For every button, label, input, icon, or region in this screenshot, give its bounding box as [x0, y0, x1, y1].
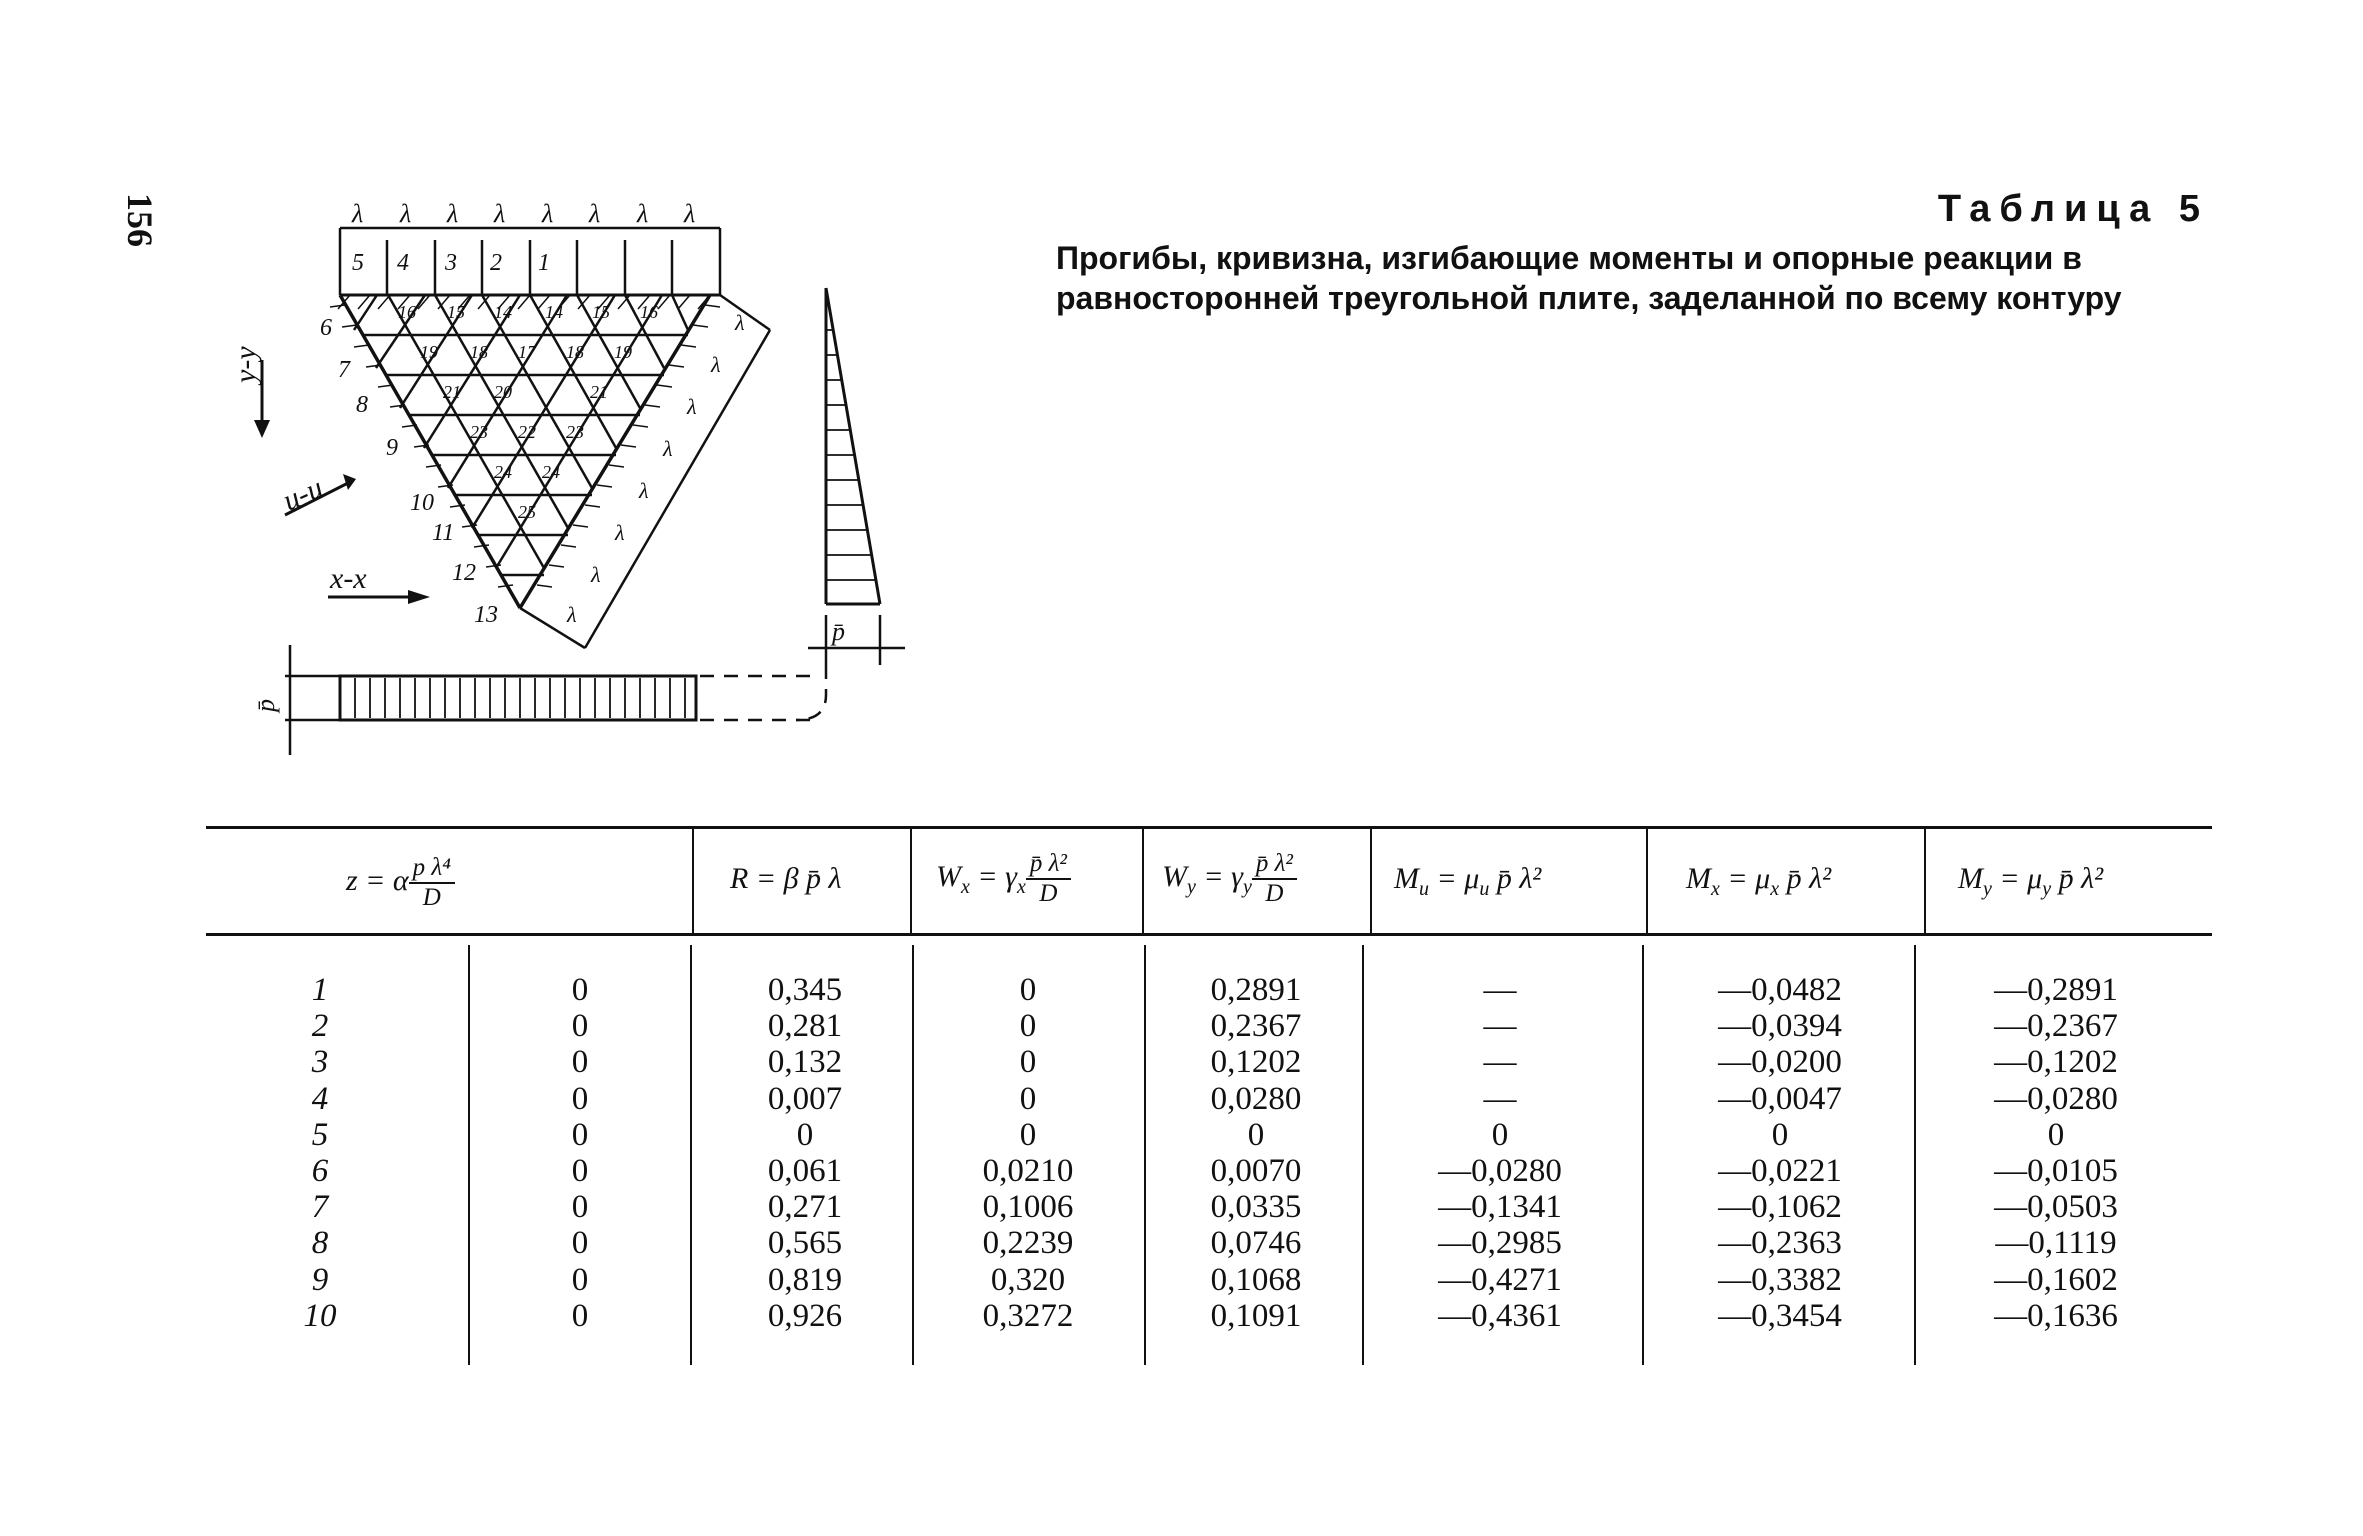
table-cell: —0,0482 [1718, 972, 1842, 1008]
grid-label: 23 [470, 422, 488, 442]
table-cell: 0,1006 [982, 1189, 1074, 1226]
table-cell: —0,0047 [1718, 1080, 1842, 1117]
table-cell: 0,2239 [982, 1225, 1074, 1262]
column-mu-x [1690, 972, 1870, 1334]
table-cell: —0,4271 [1438, 1261, 1562, 1298]
header-Mu: $M_u = \mu_u$ p̄ λ² [1394, 862, 1542, 900]
node-label: 13 [474, 602, 498, 628]
node-label: 1 [538, 250, 550, 276]
table-cell: 0,281 [767, 1008, 843, 1045]
load-p-label-bottom: p̄ [251, 699, 280, 712]
body-separator [1914, 945, 1916, 1365]
grid-label: 23 [566, 422, 584, 442]
grid-label: 16 [640, 302, 658, 322]
node-label: 11 [432, 520, 455, 546]
lambda-mark: λ [542, 199, 554, 228]
header-separator [1142, 829, 1144, 933]
table-cell: 0,320 [990, 1261, 1066, 1298]
load-diagram [808, 288, 905, 665]
table-cell: —0,0105 [1994, 1153, 2118, 1190]
table-cell: 0,2367 [1210, 1008, 1302, 1045]
header-separator [1646, 829, 1648, 933]
header-R: R = β p̄ λ [730, 862, 842, 895]
header-separator [910, 829, 912, 933]
header-separator [692, 829, 694, 933]
grid-label: 22 [518, 422, 536, 442]
node-label: 4 [397, 250, 409, 276]
table-cell: — [1483, 1080, 1517, 1117]
grid-label: 21 [590, 382, 608, 402]
table-cell: 10 [303, 1297, 337, 1334]
table-cell: 0,061 [767, 1153, 843, 1190]
grid-label: 24 [542, 462, 560, 482]
table-cell: 6 [311, 1153, 329, 1190]
table-cell: 0 [796, 1116, 814, 1153]
axis-u-label: u-u [277, 471, 328, 518]
table-cell: 0,565 [767, 1225, 843, 1262]
table-cell: —0,3382 [1718, 1261, 1842, 1298]
header-separator [1370, 829, 1372, 933]
table-cell: —0,1202 [1994, 1044, 2118, 1081]
grid-label: 18 [470, 342, 488, 362]
uniform-load [285, 645, 826, 755]
table-cell: 0 [1019, 1080, 1037, 1117]
table-cell: 0 [571, 1044, 589, 1081]
table-cell: 0,007 [767, 1080, 843, 1117]
table-cell: 0 [571, 972, 589, 1008]
table-top-rule [206, 826, 2212, 829]
table-cell: 0,0335 [1210, 1189, 1302, 1226]
table-cell: 0,3272 [982, 1297, 1074, 1334]
lambda-mark: λ [400, 199, 412, 228]
grid-label: 15 [592, 302, 610, 322]
table-label: Таблица 5 [1937, 188, 2209, 230]
grid-label: 17 [518, 342, 536, 362]
node-label: 12 [452, 560, 476, 586]
lambda-mark: λ [567, 602, 577, 627]
table-cell: 0 [1771, 1116, 1789, 1153]
table-cell: 1 [311, 972, 329, 1008]
grid-label: 14 [545, 302, 563, 322]
table-cell: 0,0280 [1210, 1080, 1302, 1117]
table-cell: 0,0210 [982, 1153, 1074, 1190]
node-label: 5 [352, 250, 364, 276]
column-alpha [540, 972, 620, 1334]
grid-label: 19 [614, 342, 632, 362]
table-cell: — [1483, 1008, 1517, 1045]
table-cell: —0,1636 [1994, 1297, 2118, 1334]
table-cell: —0,2363 [1718, 1225, 1842, 1262]
header-z: z = α $\frac{\text{p λ⁴}}{D}$ [346, 854, 455, 912]
lambda-mark: λ [684, 199, 696, 228]
table-cell: —0,4361 [1438, 1297, 1562, 1334]
table-cell: 3 [311, 1044, 329, 1081]
table-cell: —0,0394 [1718, 1008, 1842, 1045]
table-cell: 2 [311, 1008, 329, 1045]
table-cell: —0,1602 [1994, 1261, 2118, 1298]
node-label: 3 [445, 250, 457, 276]
lambda-mark: λ [447, 199, 459, 228]
node-label: 2 [490, 250, 502, 276]
body-separator [1642, 945, 1644, 1365]
body-separator [690, 945, 692, 1365]
lambda-mark: λ [494, 199, 506, 228]
axis-x-label: x-x [330, 562, 367, 595]
grid-label: 25 [518, 502, 536, 522]
table-cell: —0,0200 [1718, 1044, 1842, 1081]
column-gamma-y [1186, 972, 1326, 1334]
table-cell: —0,2985 [1438, 1225, 1562, 1262]
table-cell: 8 [311, 1225, 329, 1262]
table-cell: 9 [311, 1261, 329, 1298]
table-cell: 0 [571, 1261, 589, 1298]
axis-y-label: y-y [229, 346, 262, 383]
lambda-mark: λ [589, 199, 601, 228]
load-p-label: p̄ [832, 617, 845, 646]
table-cell: 0,345 [767, 972, 843, 1008]
header-My: $M_y = \mu_y$ p̄ λ² [1958, 862, 2104, 900]
header-separator [1924, 829, 1926, 933]
body-separator [468, 945, 470, 1365]
table-cell: 0 [571, 1225, 589, 1262]
table-cell: —0,1341 [1438, 1189, 1562, 1226]
grid-label: 18 [566, 342, 584, 362]
table-cell: 0,1202 [1210, 1044, 1302, 1081]
lambda-mark: λ [591, 562, 601, 587]
body-separator [1144, 945, 1146, 1365]
table-cell: 0 [571, 1116, 589, 1153]
lambda-mark: λ [615, 520, 625, 545]
table-cell: 0 [1019, 1116, 1037, 1153]
table-cell: —0,2367 [1994, 1008, 2118, 1045]
grid-label: 24 [494, 462, 512, 482]
table-header-rule [206, 933, 2212, 936]
column-beta [740, 972, 870, 1334]
table-cell: 0 [571, 1008, 589, 1045]
column-mu-u [1410, 972, 1590, 1334]
table-cell: —0,2891 [1994, 972, 2118, 1008]
table-cell: — [1483, 1044, 1517, 1081]
column-mu-y [1966, 972, 2146, 1334]
grid-label: 21 [443, 382, 461, 402]
table-cell: 0,1091 [1210, 1297, 1302, 1334]
table-cell: 0 [1247, 1116, 1265, 1153]
table-cell: 0 [571, 1189, 589, 1226]
node-label: 10 [410, 490, 434, 516]
table-cell: 0 [1019, 972, 1037, 1008]
table-cell: —0,0280 [1438, 1153, 1562, 1190]
table-cell: — [1483, 972, 1517, 1008]
table-cell: —0,1119 [1995, 1225, 2117, 1262]
table-cell: 0 [2047, 1116, 2065, 1153]
table-cell: —0,0503 [1994, 1189, 2118, 1226]
header-Wy: $W_y = \gamma_y$ $\frac{\text{p̄ λ²}}{D}$ [1162, 850, 1297, 908]
table-cell: 0,132 [767, 1044, 843, 1081]
page-number: 156 [120, 193, 160, 247]
grid-label: 16 [398, 302, 416, 322]
grid-label: 14 [494, 302, 512, 322]
table-caption: Прогибы, кривизна, изгибающие моменты и опорные реакции в равносторонней треугольной плите, заделанной по всему контуру [1056, 240, 2122, 316]
lambda-mark: λ [663, 436, 673, 461]
table-cell: 0,0746 [1210, 1225, 1302, 1262]
body-separator [912, 945, 914, 1365]
body-separator [1362, 945, 1364, 1365]
table-cell: 0,2891 [1210, 972, 1302, 1008]
node-label: 7 [338, 357, 350, 383]
lambda-mark: λ [711, 352, 721, 377]
table-cell: 0 [571, 1153, 589, 1190]
table-cell: 0 [1491, 1116, 1509, 1153]
table-cell: 4 [311, 1080, 329, 1117]
lambda-mark: λ [637, 199, 649, 228]
table-cell: 0 [571, 1080, 589, 1117]
table-cell: 0,926 [767, 1297, 843, 1334]
table-cell: 0 [1019, 1008, 1037, 1045]
node-label: 8 [356, 392, 368, 418]
column-point [280, 972, 360, 1334]
header-Mx: $M_x = \mu_x$ p̄ λ² [1686, 862, 1832, 900]
node-label: 6 [320, 315, 332, 341]
table-cell: —0,0221 [1718, 1153, 1842, 1190]
header-Wx: $W_x = \gamma_x$ $\frac{\text{p̄ λ²}}{D}$ [936, 850, 1071, 908]
table-cell: —0,1062 [1718, 1189, 1842, 1226]
lambda-mark: λ [639, 478, 649, 503]
lambda-mark: λ [735, 310, 745, 335]
column-gamma-x [958, 972, 1098, 1334]
table-cell: 0,819 [767, 1261, 843, 1298]
lambda-mark: λ [352, 199, 364, 228]
table-cell: 0 [571, 1297, 589, 1334]
grid-label: 15 [447, 302, 465, 322]
table-cell: —0,3454 [1718, 1297, 1842, 1334]
table-cell: —0,0280 [1994, 1080, 2118, 1117]
table-cell: 7 [311, 1189, 329, 1226]
lambda-mark: λ [687, 394, 697, 419]
table-cell: 0,1068 [1210, 1261, 1302, 1298]
node-label: 9 [386, 435, 398, 461]
table-cell: 0 [1019, 1044, 1037, 1081]
table-cell: 5 [311, 1116, 329, 1153]
grid-label: 19 [420, 342, 438, 362]
grid-label: 20 [494, 382, 512, 402]
table-cell: 0,271 [767, 1189, 843, 1226]
table-cell: 0,0070 [1210, 1153, 1302, 1190]
